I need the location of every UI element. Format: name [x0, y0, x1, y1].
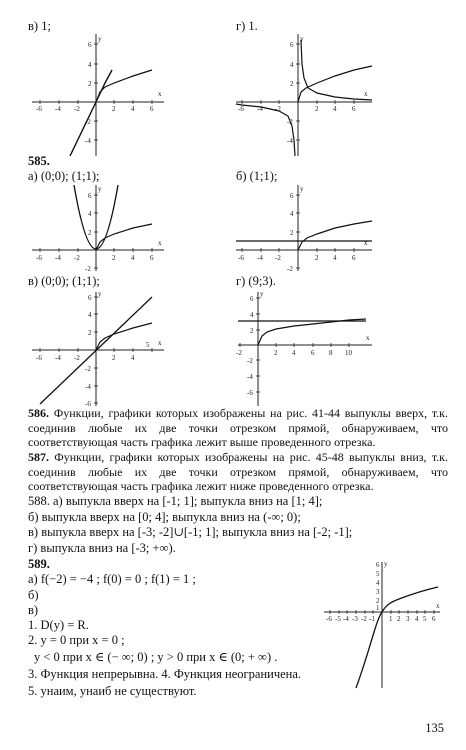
svg-text:6: 6: [352, 105, 356, 113]
axis-x-label: x: [158, 239, 162, 247]
svg-text:2: 2: [274, 349, 278, 357]
svg-text:-4: -4: [55, 354, 61, 362]
problem-587-number: 587.: [28, 450, 49, 464]
label-v585: в) (0;0); (1;1);: [28, 274, 100, 288]
problem-589-v: в): [28, 603, 39, 617]
svg-text:-2: -2: [275, 254, 281, 262]
svg-text:-2: -2: [85, 365, 91, 373]
svg-text:6: 6: [352, 254, 356, 262]
problem-586-number: 586.: [28, 406, 49, 420]
svg-text:4: 4: [333, 105, 337, 113]
graph-585g: [236, 290, 376, 408]
page-number: 135: [425, 721, 444, 735]
svg-text:1: 1: [389, 615, 393, 623]
svg-text:2: 2: [88, 229, 92, 237]
axis-x-label: x: [158, 90, 162, 98]
svg-text:6: 6: [150, 254, 154, 262]
svg-text:-4: -4: [247, 373, 253, 381]
svg-text:2: 2: [88, 329, 92, 337]
axis-y-label: y: [98, 185, 102, 193]
problem-589-l1: 1. D(y) = R.: [28, 618, 89, 632]
svg-text:6: 6: [376, 561, 380, 569]
problem-587: [28, 450, 448, 494]
svg-text:-6: -6: [36, 254, 42, 262]
svg-text:2: 2: [397, 615, 401, 623]
svg-text:3: 3: [376, 588, 380, 596]
axis-y-label: y: [98, 35, 102, 43]
svg-text:6: 6: [150, 105, 154, 113]
problem-588-g: г) выпукла вниз на [-3; +∞).: [28, 541, 176, 555]
axis-x-label: x: [364, 239, 368, 247]
svg-text:-4: -4: [343, 615, 349, 623]
axis-x-label: x: [158, 339, 162, 347]
label-g585: г) (9;3).: [236, 274, 276, 288]
svg-text:6: 6: [290, 41, 294, 49]
svg-text:-6: -6: [36, 105, 42, 113]
svg-text:-4: -4: [85, 137, 91, 145]
graph-top-left: [28, 30, 168, 160]
axis-x-label: x: [436, 602, 440, 610]
svg-text:-2: -2: [74, 254, 80, 262]
svg-text:4: 4: [88, 61, 92, 69]
svg-text:2: 2: [250, 327, 254, 335]
label-v1: в) 1;: [28, 19, 51, 33]
svg-text:6: 6: [311, 349, 315, 357]
label-b585: б) (1;1);: [236, 169, 278, 183]
svg-text:-4: -4: [257, 254, 263, 262]
svg-text:6: 6: [88, 294, 92, 302]
svg-text:-4: -4: [55, 254, 61, 262]
svg-text:-2: -2: [361, 615, 367, 623]
svg-text:2: 2: [112, 105, 116, 113]
axis-y-label: y: [300, 185, 304, 193]
svg-text:4: 4: [290, 61, 294, 69]
axis-y-label: y: [260, 290, 264, 298]
svg-text:-4: -4: [287, 137, 293, 145]
svg-text:3: 3: [406, 615, 410, 623]
svg-text:5: 5: [423, 615, 427, 623]
svg-text:4: 4: [415, 615, 419, 623]
label-g1: г) 1.: [236, 19, 258, 33]
graph-589: [322, 560, 442, 690]
svg-text:6: 6: [290, 192, 294, 200]
svg-text:-6: -6: [326, 615, 332, 623]
svg-text:-2: -2: [74, 105, 80, 113]
svg-text:-6: -6: [85, 400, 91, 408]
axis-y-label: y: [384, 560, 388, 568]
svg-text:6: 6: [250, 295, 254, 303]
svg-text:6: 6: [432, 615, 436, 623]
svg-text:-4: -4: [85, 383, 91, 391]
svg-text:-3: -3: [352, 615, 358, 623]
svg-text:-5: -5: [335, 615, 341, 623]
svg-text:4: 4: [333, 254, 337, 262]
svg-text:-2: -2: [74, 354, 80, 362]
svg-text:-1: -1: [369, 615, 375, 623]
svg-text:4: 4: [88, 311, 92, 319]
graph-585b: [236, 183, 376, 273]
svg-text:-6: -6: [238, 105, 244, 113]
problem-589-a: а) f(−2) = −4 ; f(0) = 0 ; f(1) = 1 ;: [28, 572, 196, 586]
problem-589-l3: y < 0 при x ∈ (− ∞; 0) ; y > 0 при x ∈ (0; + ∞) .: [34, 650, 278, 664]
svg-text:8: 8: [329, 349, 333, 357]
svg-text:-2: -2: [275, 105, 281, 113]
svg-text:4: 4: [290, 210, 294, 218]
axis-y-label: y: [300, 35, 304, 43]
problem-588-a: 588. а) выпукла вверх на [-1; 1]; выпукла вниз на [1; 4];: [28, 494, 323, 508]
svg-text:2: 2: [88, 80, 92, 88]
problem-586-text: Функции, графики которых изображены на рис. 41-44 выпуклы вверх, т.к. соединив любые их две точки отрезком прямой, обнаруживаем, что соответствующая часть графика лежит выше проведенного отрезка.: [28, 406, 448, 449]
svg-text:4: 4: [131, 254, 135, 262]
svg-text:-4: -4: [257, 105, 263, 113]
label-a585: а) (0;0); (1;1);: [28, 169, 100, 183]
svg-text:-2: -2: [247, 357, 253, 365]
problem-589-l4: 3. Функция непрерывна. 4. Функция неограничена.: [28, 667, 302, 681]
svg-text:-2: -2: [236, 349, 242, 357]
svg-text:2: 2: [376, 597, 380, 605]
svg-text:4: 4: [88, 210, 92, 218]
axis-x-label: x: [366, 334, 370, 342]
problem-588-b: б) выпукла вверх на [0; 4]; выпукла вниз на (-∞; 0);: [28, 510, 301, 524]
problem-589-b: б): [28, 588, 39, 602]
graph-585a: [28, 183, 168, 273]
problem-588-v: в) выпукла вверх на [-3; -2]∪[-1; 1]; выпукла вниз на [-2; -1];: [28, 525, 353, 539]
axis-x-label: x: [364, 90, 368, 98]
svg-text:2: 2: [290, 229, 294, 237]
problem-586: [28, 406, 448, 450]
svg-text:2: 2: [315, 254, 319, 262]
svg-text:2: 2: [315, 105, 319, 113]
svg-text:5: 5: [376, 570, 380, 578]
svg-text:4: 4: [376, 579, 380, 587]
problem-589-l2: 2. y = 0 при x = 0 ;: [28, 633, 125, 647]
svg-text:-2: -2: [85, 265, 91, 273]
problem-587-text: Функции, графики которых изображены на рис. 45-48 выпуклы вниз, т.к. соединив любые их две точки отрезком прямой, обнаруживаем, что соответствующая часть графика лежит ниже проведенного отрезка.: [28, 450, 448, 493]
svg-text:-6: -6: [36, 354, 42, 362]
svg-text:4: 4: [292, 349, 296, 357]
svg-text:2: 2: [290, 80, 294, 88]
problem-589: 589.: [28, 557, 50, 571]
svg-text:1: 1: [376, 604, 380, 612]
svg-text:2: 2: [112, 254, 116, 262]
svg-text:10: 10: [345, 349, 352, 357]
svg-text:-6: -6: [238, 254, 244, 262]
svg-text:-6: -6: [247, 389, 253, 397]
svg-text:6: 6: [88, 41, 92, 49]
svg-text:6: 6: [88, 192, 92, 200]
svg-text:5: 5: [146, 341, 150, 349]
axis-y-label: y: [98, 290, 102, 298]
svg-text:4: 4: [250, 311, 254, 319]
graph-585v: [28, 290, 168, 408]
svg-text:-2: -2: [85, 118, 91, 126]
svg-text:-2: -2: [287, 265, 293, 273]
svg-text:4: 4: [131, 354, 135, 362]
svg-text:4: 4: [131, 105, 135, 113]
svg-text:-2: -2: [287, 118, 293, 126]
problem-589-l5: 5. yнаим, yнаиб не существуют.: [28, 684, 197, 698]
svg-text:2: 2: [112, 354, 116, 362]
svg-text:-4: -4: [55, 105, 61, 113]
graph-top-right: [236, 30, 376, 160]
problem-585: 585.: [28, 154, 50, 168]
